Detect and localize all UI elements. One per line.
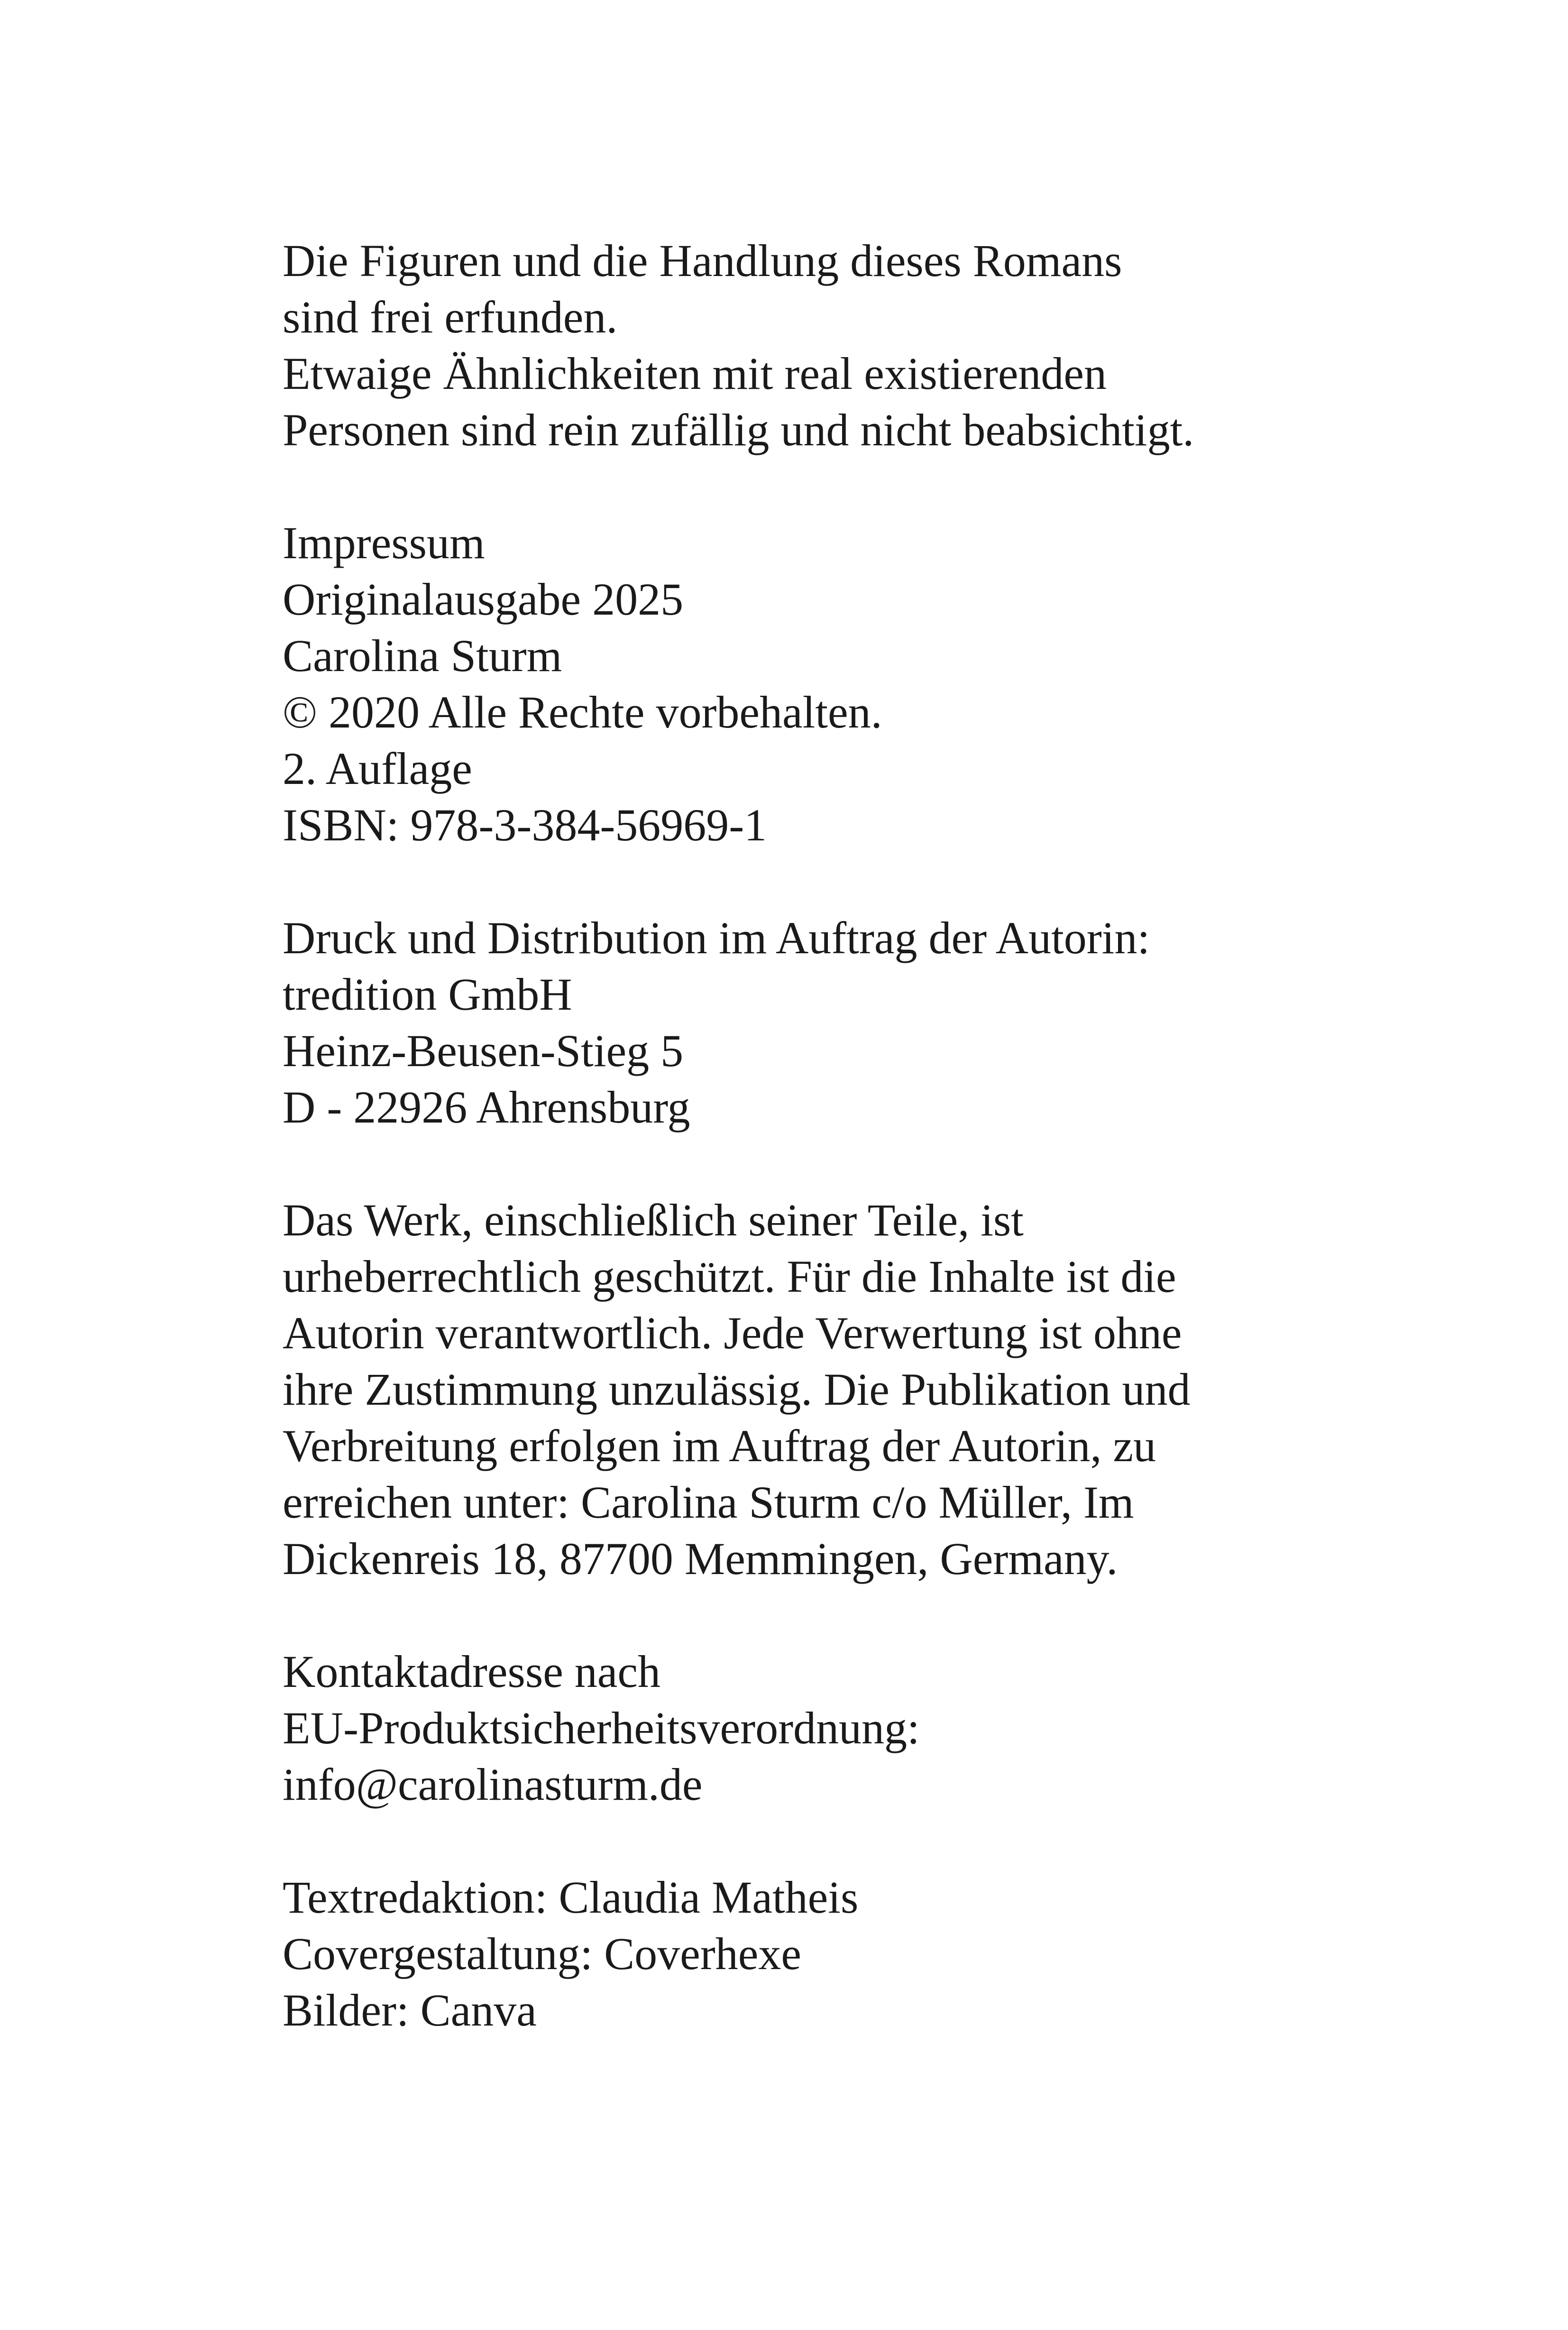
credit-cover: Covergestaltung: Coverhexe bbox=[283, 1928, 801, 1979]
disclaimer-line: Etwaige Ähnlichkeiten mit real existierenden bbox=[283, 348, 1107, 399]
notice-line: ihre Zustimmung unzulässig. Die Publikation und bbox=[283, 1364, 1191, 1415]
page-text bbox=[283, 232, 1515, 2038]
notice-line: Dickenreis 18, 87700 Memmingen, Germany. bbox=[283, 1533, 1118, 1584]
credit-images: Bilder: Canva bbox=[283, 1985, 537, 2035]
author-name: Carolina Sturm bbox=[283, 630, 562, 681]
distribution-intro: Druck und Distribution im Auftrag der Autorin: bbox=[283, 912, 1150, 963]
contact-section bbox=[283, 1643, 1515, 1813]
disclaimer-line: sind frei erfunden. bbox=[283, 292, 618, 342]
disclaimer-line: Personen sind rein zufällig und nicht beabsichtigt. bbox=[283, 405, 1194, 455]
publisher-street: Heinz-Beusen-Stieg 5 bbox=[283, 1025, 684, 1076]
notice-line: Verbreitung erfolgen im Auftrag der Autorin, zu bbox=[283, 1420, 1156, 1471]
notice-line: urheberrechtlich geschützt. Für die Inhalte ist die bbox=[283, 1251, 1176, 1302]
copyright-line: © 2020 Alle Rechte vorbehalten. bbox=[283, 687, 882, 737]
publisher-name: tredition GmbH bbox=[283, 969, 572, 1020]
disclaimer-line: Die Figuren und die Handlung dieses Romans bbox=[283, 235, 1122, 286]
distribution-section bbox=[283, 910, 1515, 1135]
disclaimer-section bbox=[283, 232, 1515, 458]
notice-line: erreichen unter: Carolina Sturm c/o Müller, Im bbox=[283, 1477, 1134, 1528]
imprint-heading: Impressum bbox=[283, 517, 485, 568]
imprint-section bbox=[283, 515, 1515, 853]
publisher-city: D - 22926 Ahrensburg bbox=[283, 1082, 690, 1133]
contact-email: info@carolinasturm.de bbox=[283, 1759, 703, 1810]
contact-line: Kontaktadresse nach bbox=[283, 1646, 661, 1697]
credits-section bbox=[283, 1869, 1515, 2038]
contact-line: EU-Produktsicherheitsverordnung: bbox=[283, 1703, 920, 1753]
isbn-line: ISBN: 978-3-384-56969-1 bbox=[283, 800, 767, 850]
printing-line: 2. Auflage bbox=[283, 743, 472, 794]
notice-line: Autorin verantwortlich. Jede Verwertung ist ohne bbox=[283, 1308, 1182, 1358]
credit-editing: Textredaktion: Claudia Matheis bbox=[283, 1872, 859, 1923]
edition-line: Originalausgabe 2025 bbox=[283, 574, 684, 625]
notice-line: Das Werk, einschließlich seiner Teile, ist bbox=[283, 1195, 1024, 1245]
copyright-notice-section bbox=[283, 1192, 1515, 1587]
